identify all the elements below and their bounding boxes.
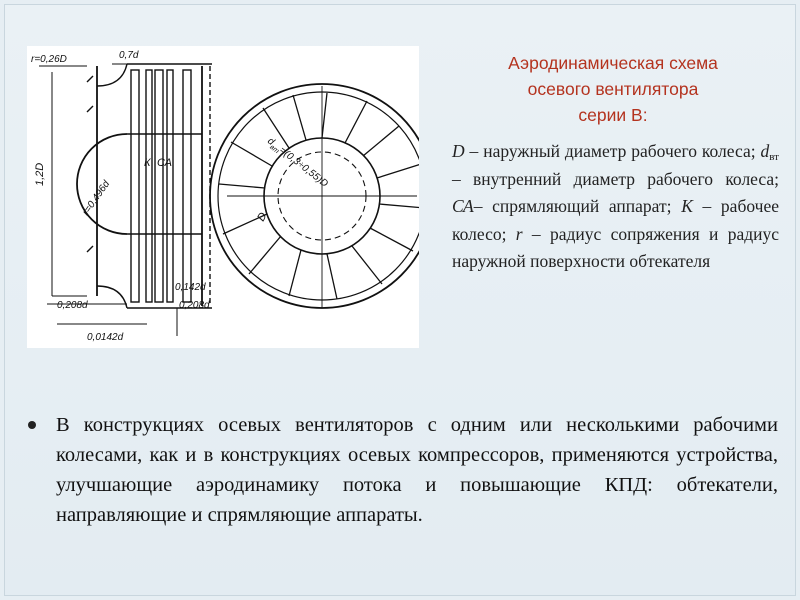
- bullet-list: [18, 410, 778, 530]
- fan-schematic-drawing: [27, 46, 419, 348]
- desc-d-symbol: D: [452, 141, 465, 161]
- desc-k-symbol: К: [681, 196, 693, 216]
- label-07d: 0,7d: [119, 50, 139, 61]
- label-r0496: r=0,496d: [80, 178, 113, 218]
- bullet-text: В конструкциях осевых вентиляторов с одним или несколькими рабочими колесами, как и в конструкциях осевых компрессоров, применяются устройства, улучшающие аэродинамику потока и повышающие КПД: обтекатели, направляющие и спрямляющие аппараты.: [56, 414, 778, 526]
- bullet-marker: [28, 421, 36, 429]
- fan-schematic-figure: [27, 46, 419, 348]
- desc-text-5: – радиус сопряжения и радиус наружной поверхности обтекателя: [452, 223, 780, 271]
- figure-description: [452, 138, 779, 276]
- label-00142: 0,0142d: [87, 332, 124, 343]
- label-0142: 0,142d: [175, 282, 206, 293]
- label-D: D: [255, 210, 270, 224]
- label-0208-right: 0,208d: [179, 300, 210, 311]
- label-12d: 1,2D: [34, 162, 46, 186]
- slide-title: Аэродинамическая схема осевого вентилятора серии В:: [508, 53, 718, 125]
- desc-ca-symbol: СА: [452, 196, 474, 216]
- label-r-top: r=0,26D: [31, 54, 67, 65]
- desc-dvt-subscript: вт: [769, 151, 779, 163]
- label-k: К: [144, 157, 151, 169]
- desc-text-1: – наружный диаметр рабочего колеса;: [464, 141, 761, 161]
- desc-r-symbol: r: [515, 223, 523, 244]
- label-dvt-ratio: $d_{вт}=(0,3\div 0,55)D$: [265, 135, 330, 190]
- desc-dvt-symbol: d: [760, 141, 770, 161]
- desc-text-4: – рабочее колесо;: [452, 196, 779, 244]
- label-ca: СА: [157, 157, 172, 169]
- label-0208-left: 0,208d: [57, 300, 88, 311]
- desc-text-3: – спрямляющий аппарат;: [473, 196, 682, 216]
- desc-text-2: – внутренний диаметр рабочего колеса;: [452, 168, 779, 189]
